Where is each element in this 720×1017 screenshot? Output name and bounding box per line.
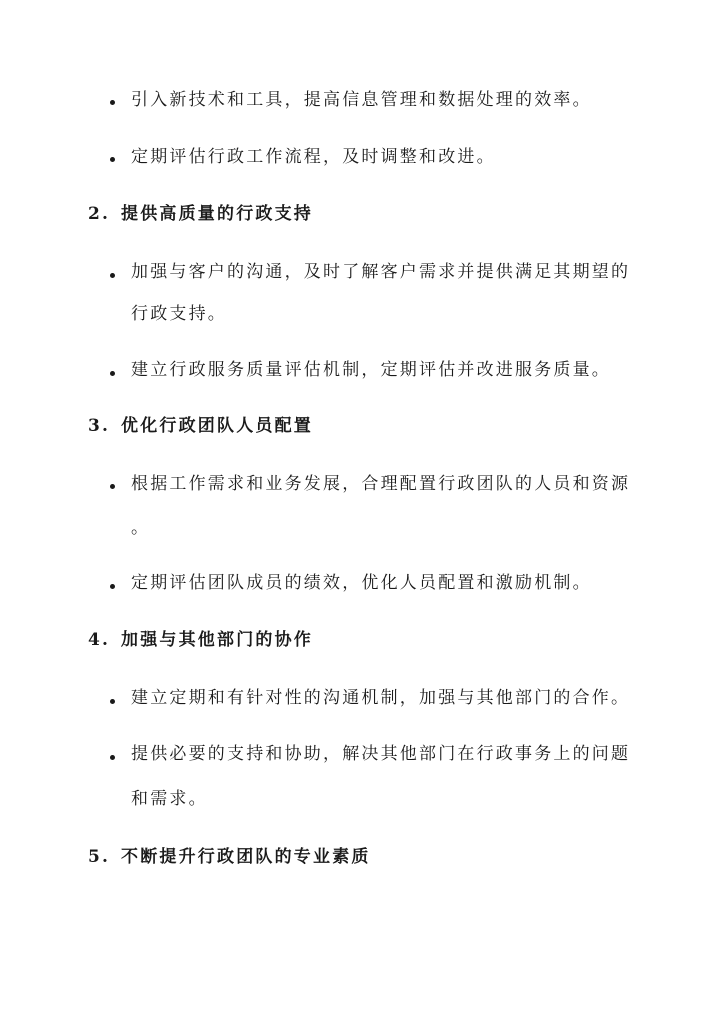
- section-title: 提供高质量的行政支持: [121, 204, 313, 224]
- bullet-marker: [110, 273, 115, 278]
- section-number: 2.: [88, 204, 111, 224]
- list-item-text: 建立定期和有针对性的沟通机制，加强与其他部门的合作。: [131, 688, 631, 708]
- list-item-text: 定期评估行政工作流程，及时调整和改进。: [131, 147, 496, 167]
- list-item-text-continued: 行政支持。: [131, 304, 227, 324]
- bullet-marker: [110, 584, 115, 589]
- section-title: 不断提升行政团队的专业素质: [121, 847, 371, 867]
- section-number: 4.: [88, 630, 111, 650]
- bullet-marker: [110, 100, 115, 105]
- section-number: 5.: [88, 847, 111, 867]
- bullet-marker: [110, 484, 115, 489]
- section-number: 3.: [88, 416, 111, 436]
- section-title: 加强与其他部门的协作: [121, 630, 313, 650]
- section-title: 优化行政团队人员配置: [121, 416, 313, 436]
- section-heading: [88, 845, 371, 869]
- section-heading: [88, 628, 313, 652]
- list-item-text: 引入新技术和工具，提高信息管理和数据处理的效率。: [131, 90, 592, 110]
- list-item-text-continued: 和需求。: [131, 789, 208, 809]
- bullet-marker: [110, 157, 115, 162]
- list-item-text: 提供必要的支持和协助，解决其他部门在行政事务上的问题: [131, 744, 631, 764]
- list-item-text: 加强与客户的沟通，及时了解客户需求并提供满足其期望的: [131, 262, 631, 282]
- bullet-marker: [110, 371, 115, 376]
- list-item-text-continued: 。: [131, 518, 151, 538]
- section-heading: [88, 414, 313, 438]
- section-heading: [88, 202, 313, 226]
- bullet-marker: [110, 699, 115, 704]
- bullet-marker: [110, 755, 115, 760]
- list-item-text: 根据工作需求和业务发展，合理配置行政团队的人员和资源: [131, 474, 631, 494]
- list-item-text: 建立行政服务质量评估机制，定期评估并改进服务质量。: [131, 360, 611, 380]
- list-item-text: 定期评估团队成员的绩效，优化人员配置和激励机制。: [131, 573, 592, 593]
